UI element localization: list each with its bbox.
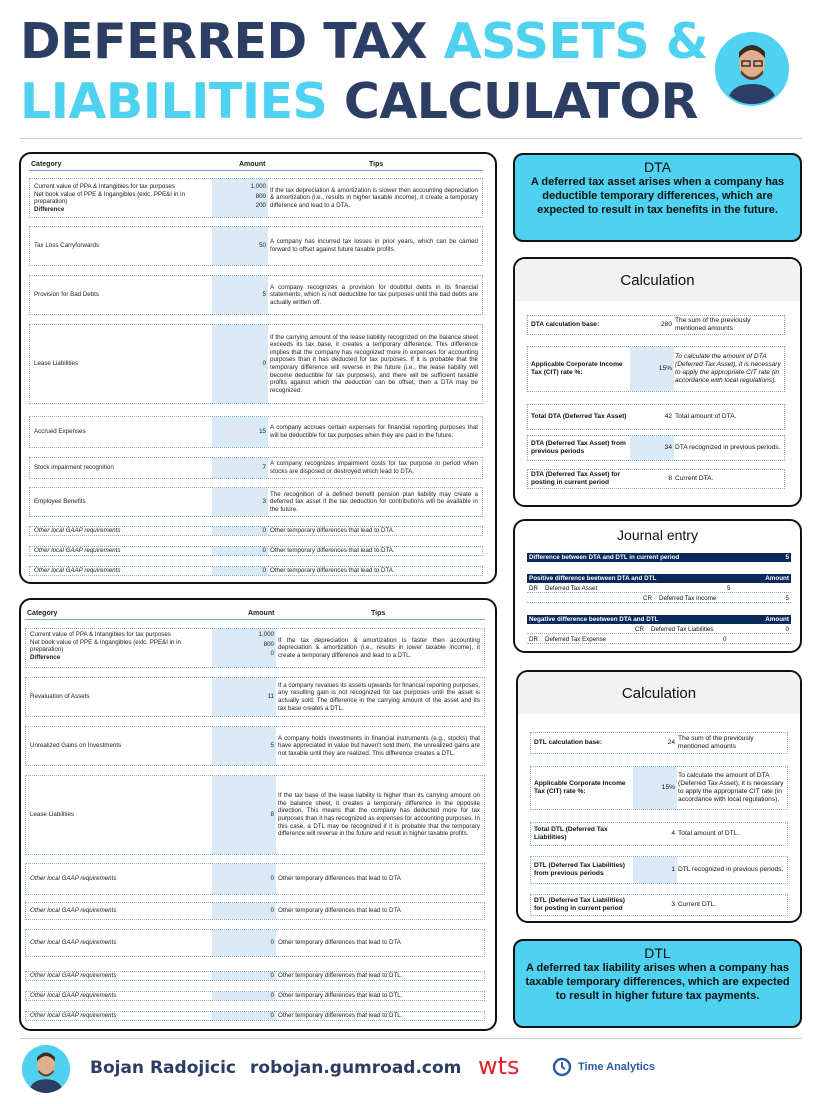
calc-row: DTL (Deferred Tax Liabilities) for posting in current period 3 Current DTL.	[530, 894, 788, 916]
table-row: Lease Liabilities 0 If the carrying amount of the lease liability recognized on the balance sheet exceeds its tax base, it creates a temporary difference. This difference implies that the company has recognized more in expenses for accounting purposes than it has deducted for tax purposes. If it is probable that the temporary difference will reverse in the future (i.e., the lease liability will become deductible for tax purposes), and there will be sufficient taxable profits against which the deduction can be offset, then a DTA may be recognized.	[29, 324, 483, 404]
time-analytics-logo: Time Analytics	[552, 1057, 655, 1077]
amount-input[interactable]: 7	[212, 458, 268, 478]
table-row: Current value of PPA & Intangibles for tax purposes Net book value of PPE & Ingangibles (exlc. PPE&I in in preparation) Difference 1,000 800 0 If the tax depreciation & amortization is faster then accounting depreciation & amortization (i.e., results in lower taxable income), it create a temporary difference and lead to a DTL.	[25, 628, 485, 668]
calc-row: DTA (Deferred Tax Asset) from previous periods 34 DTA recognized in previous periods.	[527, 435, 785, 461]
calc-value[interactable]: 15%	[633, 767, 677, 809]
dta-table-panel	[19, 152, 497, 584]
dta-box-text: A deferred tax asset arises when a company has deductible temporary differences, which are expected to result in tax benefits in the future.	[530, 176, 785, 216]
journal-row: DR Deferred Tax Asset 5	[527, 584, 791, 593]
dta-info-box	[513, 153, 802, 242]
header-divider	[20, 138, 802, 139]
wts-logo: wts	[478, 1052, 520, 1080]
journal-entry-panel	[513, 519, 802, 653]
table-row: Provision for Bad Debts 5 A company recognizes a provision for doubtful debts in its financial statements, which is not deductible for tax purposes until the bad debts are actually written off.	[29, 275, 483, 315]
table-row: Other local GAAP requirements 0 Other temporary differences that lead to DTL.	[25, 971, 485, 981]
dta-box-title: DTA	[644, 159, 671, 175]
table-row: Other local GAAP requirements 0 Other temporary differences that lead to DTA	[25, 929, 485, 957]
table-row: Other local GAAP requirements 0 Other temporary differences that lead to DTA	[25, 863, 485, 895]
amount-input[interactable]: 0	[212, 903, 276, 919]
author-avatar	[715, 32, 789, 106]
journal-diff-bar: Difference between DTA and DTL in current period 5	[529, 554, 789, 561]
journal-positive-bar: Positive difference beetween DTA and DTL Amount	[529, 575, 789, 582]
calc-row: Applicable Corporate Income Tax (CIT) rate %: 15% To calculate the amount of DTA (Deferred Tax Asset), it is necessary to apply the appropriate CIT rate (in accordance with local regulations).	[530, 766, 788, 810]
table-row: Other local GAAP requirements 0 Other temporary differences that lead to DTA	[25, 902, 485, 920]
amount-input[interactable]: 1,000 800 200	[212, 179, 268, 217]
amount-input[interactable]: 50	[212, 227, 268, 265]
table-row: Unrealized Gains on Investments 5 A company holds investments in financial instruments (e.g., stocks) that have appreciated in value but haven't sold them, the unrealized gains are not taxable until they are realized. This difference creates a DTL.	[25, 726, 485, 766]
amount-input[interactable]: 0	[212, 1012, 276, 1020]
dtl-calculation-panel	[516, 670, 802, 923]
calc-value: 24	[667, 739, 675, 746]
calc-row: DTL calculation base: 24 The sum of the previously mentioned amounts	[530, 732, 788, 754]
table-row: Other local GAAP requirements 0 Other temporary differences that lead to DTA.	[29, 566, 483, 576]
dtl-info-box	[513, 939, 802, 1028]
footer-divider	[20, 1038, 802, 1039]
amount-input[interactable]: 5	[212, 276, 268, 314]
col-amount-header: Amount	[248, 610, 275, 617]
col-category-header: Category	[31, 161, 62, 168]
dtl-box-title: DTL	[644, 945, 671, 961]
dta-calculation-panel	[513, 257, 802, 507]
calc-row: DTA (Deferred Tax Asset) for posting in current period 8 Current DTA.	[527, 469, 785, 489]
calc-value: 42	[664, 413, 672, 420]
dtl-table-panel	[19, 598, 497, 1031]
amount-input[interactable]: 3	[212, 488, 268, 516]
calc-row: Total DTA (Deferred Tax Asset) 42 Total amount of DTA.	[527, 404, 785, 430]
calc-value: 3	[671, 901, 675, 908]
author-name: Bojan Radojicic	[90, 1058, 237, 1078]
amount-input[interactable]: 0	[212, 325, 268, 403]
amount-input[interactable]: 0	[212, 527, 268, 535]
amount-input[interactable]: 8	[212, 776, 276, 854]
amount-input[interactable]: 0	[212, 547, 268, 555]
calc-row: Total DTL (Deferred Tax Liabilities) 4 Total amount of DTL.	[530, 822, 788, 846]
journal-title: Journal entry	[617, 527, 698, 543]
table-row: Other local GAAP requirements 0 Other temporary differences that lead to DTL.	[25, 1011, 485, 1021]
col-category-header: Category	[27, 610, 58, 617]
amount-input[interactable]: 5	[212, 727, 276, 765]
calc-value[interactable]: 15%	[630, 347, 674, 391]
calc-value: 8	[668, 475, 672, 482]
person-icon	[717, 34, 787, 104]
calc-value: 280	[660, 321, 672, 328]
author-website[interactable]: robojan.gumroad.com	[250, 1058, 462, 1078]
footer-avatar	[22, 1045, 70, 1093]
person-icon	[22, 1045, 70, 1093]
table-row: Other local GAAP requirements 0 Other temporary differences that lead to DTL.	[25, 991, 485, 1001]
calc-value: 4	[671, 830, 675, 837]
table-row: Employee Benefits 3 The recognition of a defined benefit pension plan liability may create a deferred tax asset if the tax deduction for contributions will be available in the future.	[29, 487, 483, 517]
table-row: Lease Liabilities 8 If the tax base of the lease liability is higher than its carrying amount on the balance sheet, it creates a temporary difference in the opposite direction. This means that the company has deducted more for tax purposes than it has recognized as expenses for accounting purposes. In this case, a DTL may be recognized if it is probable that the temporary difference will reverse in the future and result in higher taxable profits.	[25, 775, 485, 855]
amount-input[interactable]: 0	[212, 567, 268, 575]
amount-input[interactable]: 0	[212, 972, 276, 980]
calc-value[interactable]: 1	[633, 857, 677, 883]
table-row: Other local GAAP requirements 0 Other temporary differences that lead to DTA.	[29, 526, 483, 536]
amount-input[interactable]: 0	[212, 930, 276, 956]
table-row: Current value of PPA & Intangibles for tax purposes Net book value of PPE & Ingangibles (exlc. PPE&I in in preparation) Difference 1,000 800 200 If the tax depreciation & amortization is slower then accounting depreciation & amortization (i.e., results in higher taxable income), it create a temporary difference and lead to a DTA.	[29, 178, 483, 218]
page-title: DEFERRED TAX ASSETS & LIABILITIES CALCULATOR	[20, 13, 708, 130]
table-row: Revaluation of Assets 11 If a company revalues its assets upwards for financial reporting purposes, any resulting gain is not recognized for tax purposes until the asset is actually sold. The difference in the carrying amount of the asset and its tax base creates a DTL.	[25, 677, 485, 717]
amount-input[interactable]: 0	[212, 864, 276, 894]
header-rule	[25, 619, 485, 620]
amount-input[interactable]: 1,000 800 0	[212, 629, 276, 667]
col-tips-header: Tips	[371, 610, 386, 617]
table-row: Tax Loss Carryforwards 50 A company has incurred tax losses in prior years, which can be carried forward to offset against future taxable profits.	[29, 226, 483, 266]
table-row: Accrued Expenses 15 A company accrues certain expenses for financial reporting purposes that will be deductible for tax purposes when they are paid in the future.	[29, 416, 483, 448]
col-tips-header: Tips	[369, 161, 384, 168]
col-amount-header: Amount	[239, 161, 266, 168]
journal-row: CR Deferred Tax Income 5	[527, 594, 791, 603]
dtl-box-text: A deferred tax liability arises when a company has taxable temporary differences, which are expected to result in higher future tax payments.	[525, 962, 790, 1002]
amount-input[interactable]: 0	[212, 992, 276, 1000]
dta-calc-title: Calculation	[515, 259, 800, 301]
journal-negative-bar: Negative difference beetween DTA and DTL Amount	[529, 616, 789, 623]
dtl-calc-title: Calculation	[518, 672, 800, 714]
table-row: Other local GAAP requirements 0 Other temporary differences that lead to DTA.	[29, 546, 483, 556]
calc-row: DTA calculation base: 280 The sum of the previously mentioned amounts	[527, 315, 785, 335]
amount-input[interactable]: 11	[212, 678, 276, 716]
calc-value[interactable]: 34	[630, 436, 674, 460]
amount-input[interactable]: 15	[212, 417, 268, 447]
journal-row: CR Deferred Tax Liabilities 0	[527, 625, 791, 634]
header-rule	[29, 170, 483, 171]
clock-icon	[552, 1057, 572, 1077]
table-row: Stock impairment recognition 7 A company recognizes impairment costs for tax purpose in period when stocks are disposed or destroyed which lead to DTA.	[29, 457, 483, 479]
journal-row: DR Deferred Tax Expense 0	[527, 635, 791, 644]
calc-row: DTL (Deferred Tax Liabilities) from previous periods 1 DTL recognized in previous periods.	[530, 856, 788, 884]
calc-row: Applicable Corporate Income Tax (CIT) rate %: 15% To calculate the amount of DTA (Deferred Tax Asset), it is necessary to apply the appropriate CIT rate (in accordance with local regulations).	[527, 346, 785, 392]
